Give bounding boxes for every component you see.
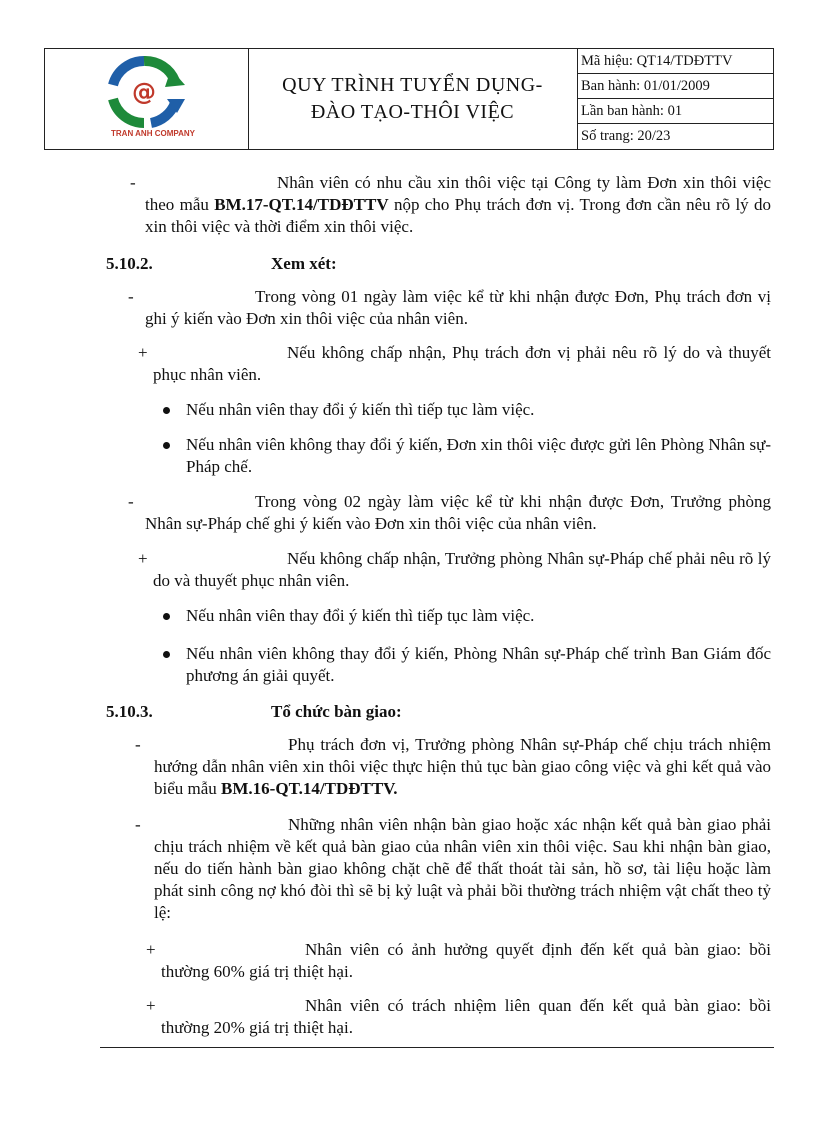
svg-text:@: @ [132,78,156,106]
paragraph-review-1: Trong vòng 01 ngày làm việc kể từ khi nhận được Đơn, Phụ trách đơn vị ghi ý kiến vào Đơn xin thôi việc của nhân viên. [145,287,771,328]
company-logo-icon [101,55,187,129]
paragraph-not-accepted-2: Nếu không chấp nhận, Trưởng phòng Nhân sự-Pháp chế phải nêu rõ lý do và thuyết phục nhân viên. [153,549,771,590]
paragraph-compensation-60: Nhân viên có ảnh hưởng quyết định đến kết quả bàn giao: bồi thường 60% giá trị thiệt hại. [161,940,771,981]
bullet-icon [163,651,170,658]
bullet-item: Nếu nhân viên không thay đổi ý kiến, Đơn xin thôi việc được gửi lên Phòng Nhân sự-Pháp chế. [186,435,771,476]
section-title: Xem xét: [271,254,337,273]
bullet-icon [163,407,170,414]
plus-marker: + [146,940,156,959]
section-number: 5.10.2. [106,254,153,273]
issue-date: Ban hành: 01/01/2009 [577,74,773,99]
document-info [577,49,773,149]
dash-marker: - [135,815,141,834]
bullet-icon [163,442,170,449]
paragraph-compensation-20: Nhân viên có trách nhiệm liên quan đến kết quả bàn giao: bồi thường 20% giá trị thiệt hại. [161,996,771,1037]
issue-number: Lần ban hành: 01 [577,99,773,124]
document-header [44,48,774,150]
document-title [248,49,578,149]
paragraph-handover-guidance: Phụ trách đơn vị, Trưởng phòng Nhân sự-Pháp chế chịu trách nhiệm hướng dẫn nhân viên xin thôi việc thực hiện thủ tục bàn giao công việc và ghi kết quả vào biểu mẫu BM.16-QT.14/TDĐTTV. [154,735,771,798]
doc-code: Mã hiệu: QT14/TDĐTTV [577,49,773,74]
bullet-icon [163,613,170,620]
dash-marker: - [130,173,136,192]
company-name: TRAN ANH COMPANY [111,129,195,138]
footer-divider [100,1047,774,1048]
section-title: Tổ chức bàn giao: [271,702,402,721]
paragraph-not-accepted-1: Nếu không chấp nhận, Phụ trách đơn vị phải nêu rõ lý do và thuyết phục nhân viên. [153,343,771,384]
page-number: Số trang: 20/23 [581,128,671,144]
bullet-item: Nếu nhân viên không thay đổi ý kiến, Phòng Nhân sự-Pháp chế trình Ban Giám đốc phương án giải quyết. [186,644,771,685]
plus-marker: + [138,343,148,362]
bullet-item: Nếu nhân viên thay đổi ý kiến thì tiếp tục làm việc. [186,606,535,625]
paragraph-handover-responsibility: Những nhân viên nhận bàn giao hoặc xác nhận kết quả bàn giao phải chịu trách nhiệm về kết quả bàn giao của nhân viên xin thôi việc. Sau khi nhận bàn giao, nếu do tiến hành bàn giao không chặt chẽ để thất thoát tài sản, hồ sơ, tài liệu hoặc làm phát sinh công nợ khó đòi thì sẽ bị kỷ luật và phải bồi thường trách nhiệm vật chất theo tỷ lệ: [154,815,771,922]
title-line-2: ĐÀO TẠO-THÔI VIỆC [310,101,515,123]
form-code: BM.16-QT.14/TDĐTTV. [221,779,398,798]
paragraph-review-2: Trong vòng 02 ngày làm việc kể từ khi nhận được Đơn, Trưởng phòng Nhân sự-Pháp chế ghi ý kiến vào Đơn xin thôi việc của nhân viên. [145,492,771,533]
section-number: 5.10.3. [106,702,153,721]
plus-marker: + [138,549,148,568]
form-code: BM.17-QT.14/TDĐTTV [214,195,389,214]
paragraph-resignation-request: Nhân viên có nhu cầu xin thôi việc tại Công ty làm Đơn xin thôi việc theo mẫu BM.17-QT.14/TDĐTTV nộp cho Phụ trách đơn vị. Trong đơn cần nêu rõ lý do xin thôi việc và thời điểm xin thôi việc. [145,173,771,236]
plus-marker: + [146,996,156,1015]
logo-cell [45,49,249,149]
bullet-item: Nếu nhân viên thay đổi ý kiến thì tiếp tục làm việc. [186,400,535,419]
dash-marker: - [128,492,134,511]
dash-marker: - [128,287,134,306]
title-line-1: QUY TRÌNH TUYỂN DỤNG- [282,74,543,96]
dash-marker: - [135,735,141,754]
